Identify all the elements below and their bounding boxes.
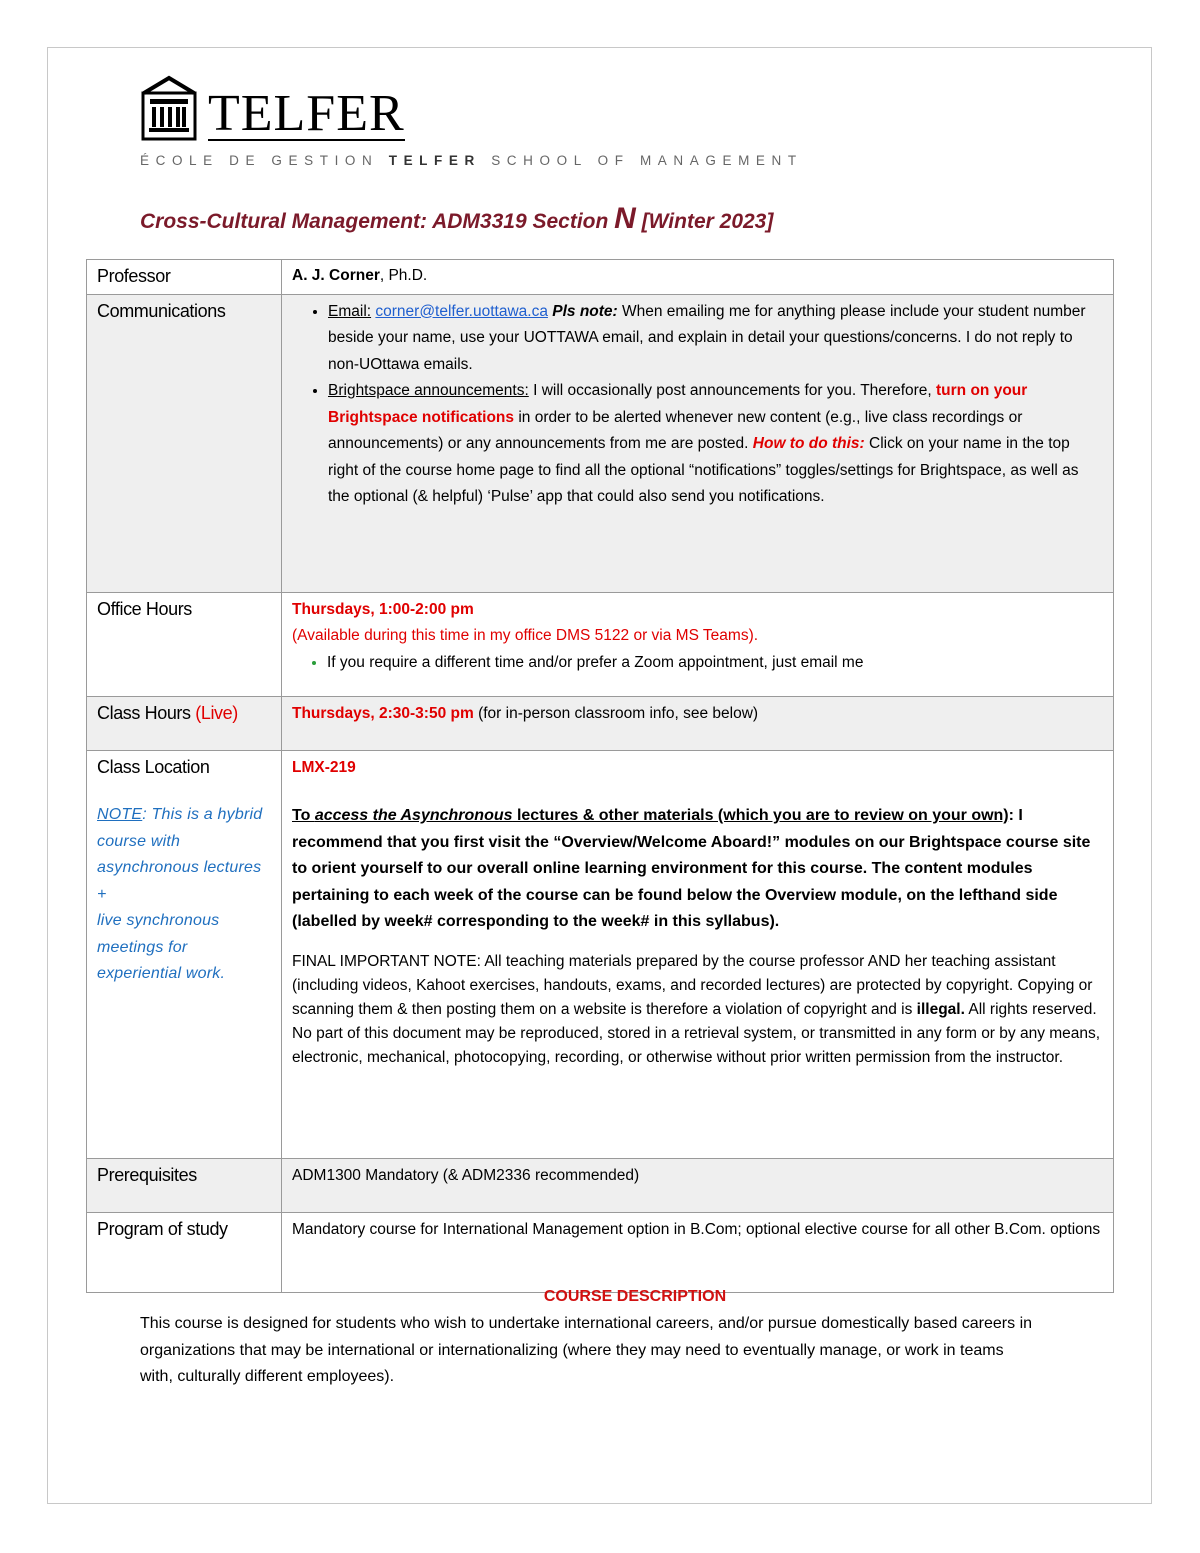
- telfer-logo: [140, 75, 803, 168]
- course-description-heading: COURSE DESCRIPTION: [543, 1288, 727, 1305]
- table-row: [87, 696, 1114, 750]
- list-item: • If you require a different time and/or prefer a Zoom appointment, just email me: [327, 650, 1103, 677]
- table-row: [87, 750, 1114, 1158]
- course-description-text: This course is designed for students who wish to undertake international careers, and/or pursue domestically based careers in organizations that may be international or internationalizing (where they may need to eventually manage, or work in teams with, culturally different employees).: [140, 1315, 1033, 1385]
- email-link[interactable]: corner@telfer.uottawa.ca: [375, 302, 548, 320]
- final-important-note: FINAL IMPORTANT NOTE: All teaching materials prepared by the course professor AND her teaching assistant (including videos, Kahoot exercises, handouts, exams, and recorded lectures) are protected by copyright. Copying or scanning them & then posting them on a website is therefore a violation of copyright and is illegal. All rights reserved. No part of this document may be reproduced, stored in a retrieval system, or transmitted in any form or by any means, electronic, mechanical, photocopying, recording, or otherwise without prior written permission from the instructor.: [292, 952, 1101, 1066]
- building-icon: [140, 75, 198, 141]
- program-label: Program of study: [87, 1212, 282, 1292]
- course-info-table: [86, 259, 1114, 1293]
- hybrid-note: NOTE: This is a hybrid course with asynchronous lectures + live synchronous meetings for experiential work.: [97, 806, 263, 982]
- communications-label: Communications: [87, 294, 282, 592]
- office-hours-label: Office Hours: [87, 592, 282, 696]
- class-hours-label: Class Hours (Live): [87, 696, 282, 750]
- list-item: • Brightspace announcements: I will occasionally post announcements for you. Therefore, turn on your Brightspace notifications in order to be alerted whenever new content (e.g., live class recordings or announcements) or any announcements from me are posted. How to do this: Click on your name in the top right of the course home page to find all the optional “notifications” toggles/settings for Brightspace, as well as the optional (& helpful) ‘Pulse’ app that could also send you notifications.: [328, 378, 1103, 511]
- page-title: Cross-Cultural Management: ADM3319 Section N [Winter 2023]: [140, 202, 774, 235]
- table-row: [87, 260, 1114, 295]
- table-row: [87, 1158, 1114, 1212]
- class-location-value: LMX-219 To access the Asynchronous lectures & other materials (which you are to review on your own): I recommend that you first visit the “Overview/Welcome Aboard!” modules on our Brightspace course site to orient yourself to our overall online learning environment for this course. The content modules pertaining to each week of the course can be found below the Overview module, on the lefthand side (labelled by week# corresponding to the week# in this syllabus). FINAL IMPORTANT NOTE: All teaching materials prepared by the course professor AND her teaching assistant (including videos, Kahoot exercises, handouts, exams, and recorded lectures) are protected by copyright. Copying or scanning them & then posting them on a website is therefore a violation of copyright and is illegal. All rights reserved. No part of this document may be reproduced, stored in a retrieval system, or transmitted in any form or by any means, electronic, mechanical, photocopying, recording, or otherwise without prior written permission from the instructor.: [282, 750, 1114, 1158]
- table-row: [87, 592, 1114, 696]
- professor-label: Professor: [87, 260, 282, 295]
- async-access-note: To access the Asynchronous lectures & other materials (which you are to review on your own): I recommend that you first visit the “Overview/Welcome Aboard!” modules on our Brightspace course site to orient yourself to our overall online learning environment for this course. The content modules pertaining to each week of the course can be found below the Overview module, on the lefthand side (labelled by week# corresponding to the week# in this syllabus).: [292, 807, 1091, 930]
- prerequisites-label: Prerequisites: [87, 1158, 282, 1212]
- program-value: Mandatory course for International Management option in B.Com; optional elective course for all other B.Com. options: [282, 1212, 1114, 1292]
- prerequisites-value: ADM1300 Mandatory (& ADM2336 recommended): [282, 1158, 1114, 1212]
- logo-wordmark: TELFER: [208, 85, 405, 142]
- class-hours-value: Thursdays, 2:30-3:50 pm (for in-person classroom info, see below): [282, 696, 1114, 750]
- office-hours-value: Thursdays, 1:00-2:00 pm (Available during this time in my office DMS 5122 or via MS Teams). • If you require a different time and/or prefer a Zoom appointment, just email me: [282, 592, 1114, 696]
- list-item: • Email: corner@telfer.uottawa.ca Pls note: When emailing me for anything please include your student number beside your name, use your UOTTAWA email, and explain in detail your questions/concerns. I do not reply to non-UOttawa emails.: [328, 299, 1103, 379]
- logo-subtitle: ÉCOLE DE GESTION TELFER SCHOOL OF MANAGEMENT: [140, 153, 803, 168]
- communications-value: [282, 294, 1114, 592]
- professor-value: A. J. Corner, Ph.D.: [282, 260, 1114, 295]
- class-location-label: Class Location NOTE: This is a hybrid course with asynchronous lectures + live synchronous meetings for experiential work.: [87, 750, 282, 1158]
- table-row: [87, 294, 1114, 592]
- table-row: [87, 1212, 1114, 1292]
- section-letter: N: [614, 202, 636, 235]
